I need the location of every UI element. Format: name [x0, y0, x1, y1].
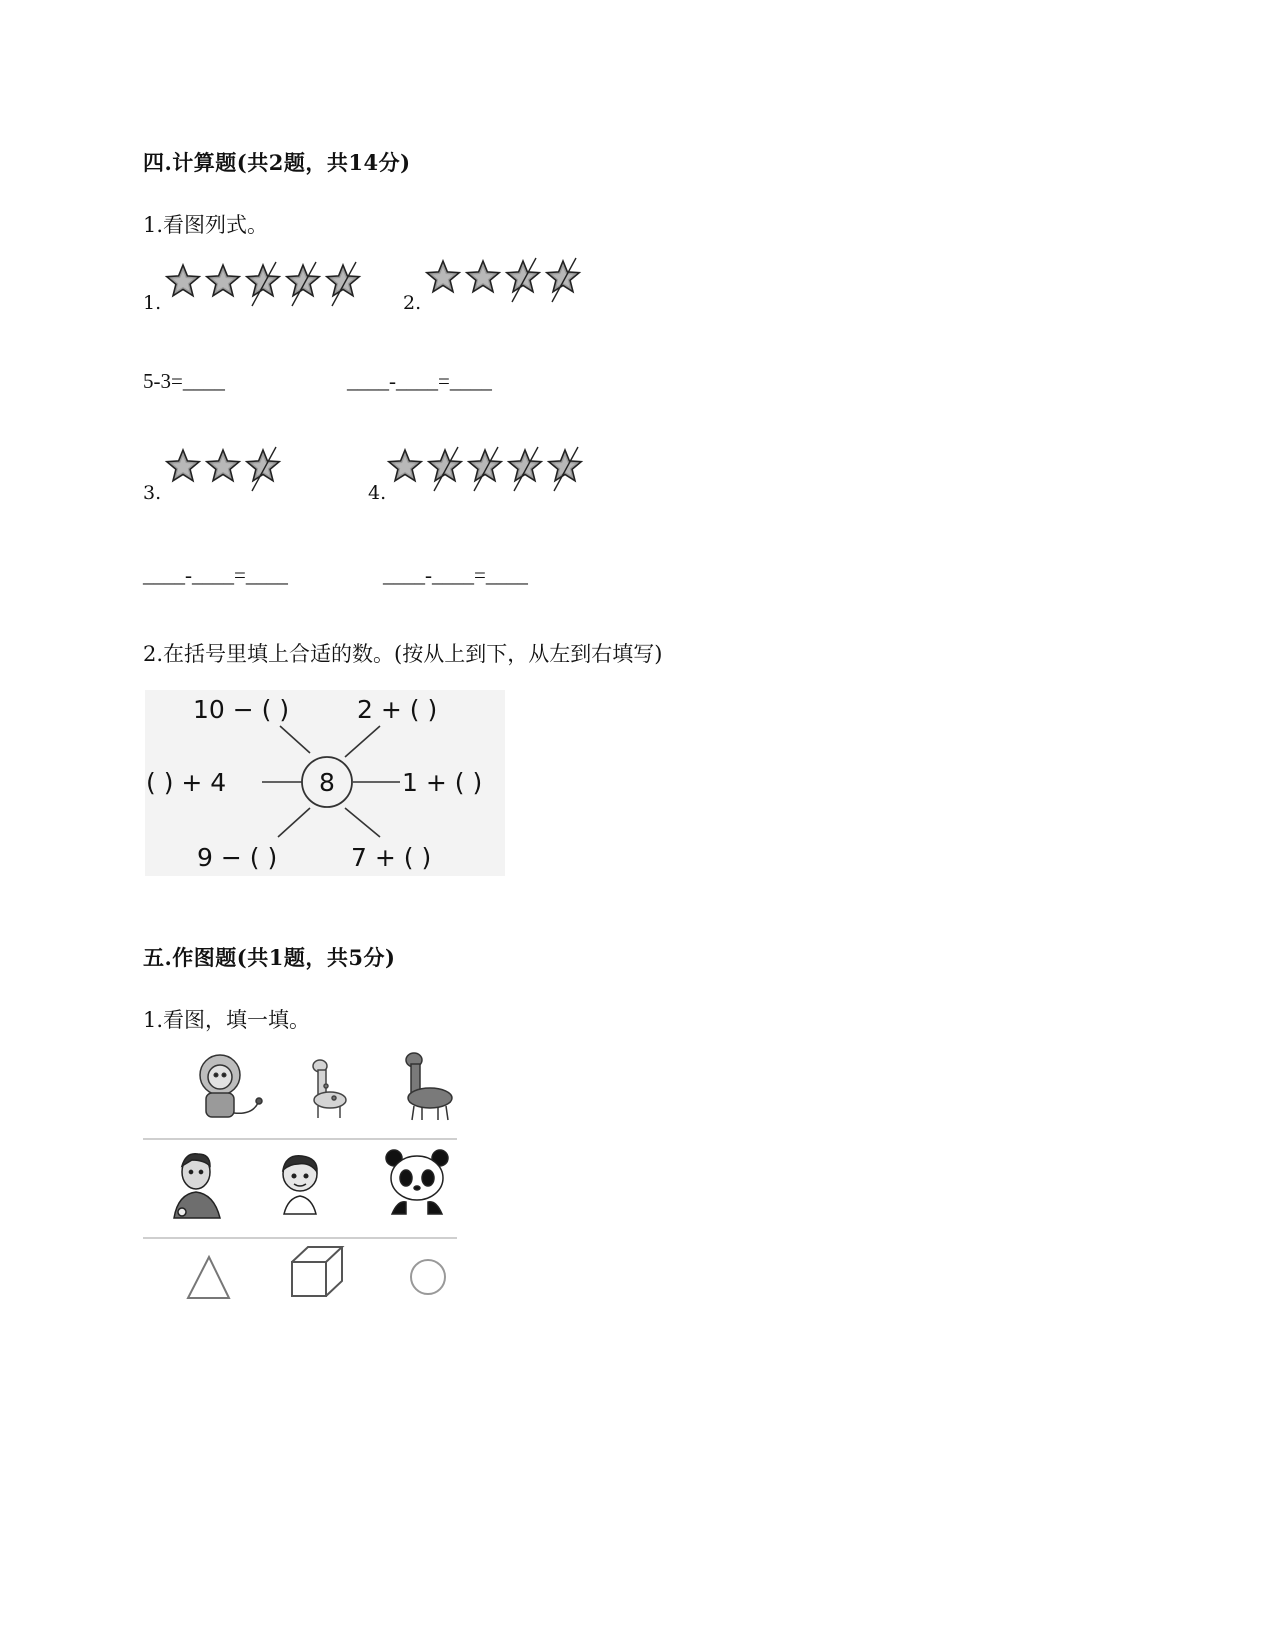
label-top-right[interactable]: 2 + ( ): [357, 695, 438, 724]
question-5-1-prompt: 1.看图，填一填。: [143, 1008, 311, 1032]
center-number: 8: [319, 768, 335, 797]
label-mid-right[interactable]: 1 + ( ): [402, 768, 483, 797]
item-4-label: 4.: [368, 482, 387, 504]
panda-icon: [386, 1150, 448, 1214]
equation-1[interactable]: 5-3=____: [143, 369, 225, 393]
lion-icon: [200, 1055, 262, 1117]
label-mid-left[interactable]: ( ) + 4: [146, 768, 227, 797]
triangle-icon: [188, 1257, 229, 1298]
question-1-prompt: 1.看图列式。: [143, 213, 269, 237]
giraffe-icon: [406, 1053, 452, 1120]
giraffe-small-icon: [313, 1060, 346, 1118]
section-5-heading: 五.作图题(共1题，共5分): [143, 945, 396, 970]
label-bottom-right[interactable]: 7 + ( ): [351, 843, 432, 872]
boy-icon: [283, 1156, 317, 1214]
equation-3[interactable]: ____-____=____: [143, 563, 288, 587]
circle-icon: [411, 1260, 445, 1294]
equation-4[interactable]: ____-____=____: [383, 563, 528, 587]
label-bottom-left[interactable]: 9 − ( ): [197, 843, 278, 872]
section-4-heading: 四.计算题(共2题，共14分): [143, 150, 411, 175]
item-3-label: 3.: [143, 482, 162, 504]
item-1-label: 1.: [143, 292, 162, 314]
label-top-left[interactable]: 10 − ( ): [193, 695, 290, 724]
man-icon: [174, 1154, 220, 1218]
equation-2[interactable]: ____-____=____: [347, 369, 492, 393]
question-2-prompt: 2.在括号里填上合适的数。(按从上到下，从左到右填写): [143, 642, 663, 666]
cube-icon: [292, 1247, 342, 1296]
item-2-label: 2.: [403, 292, 422, 314]
